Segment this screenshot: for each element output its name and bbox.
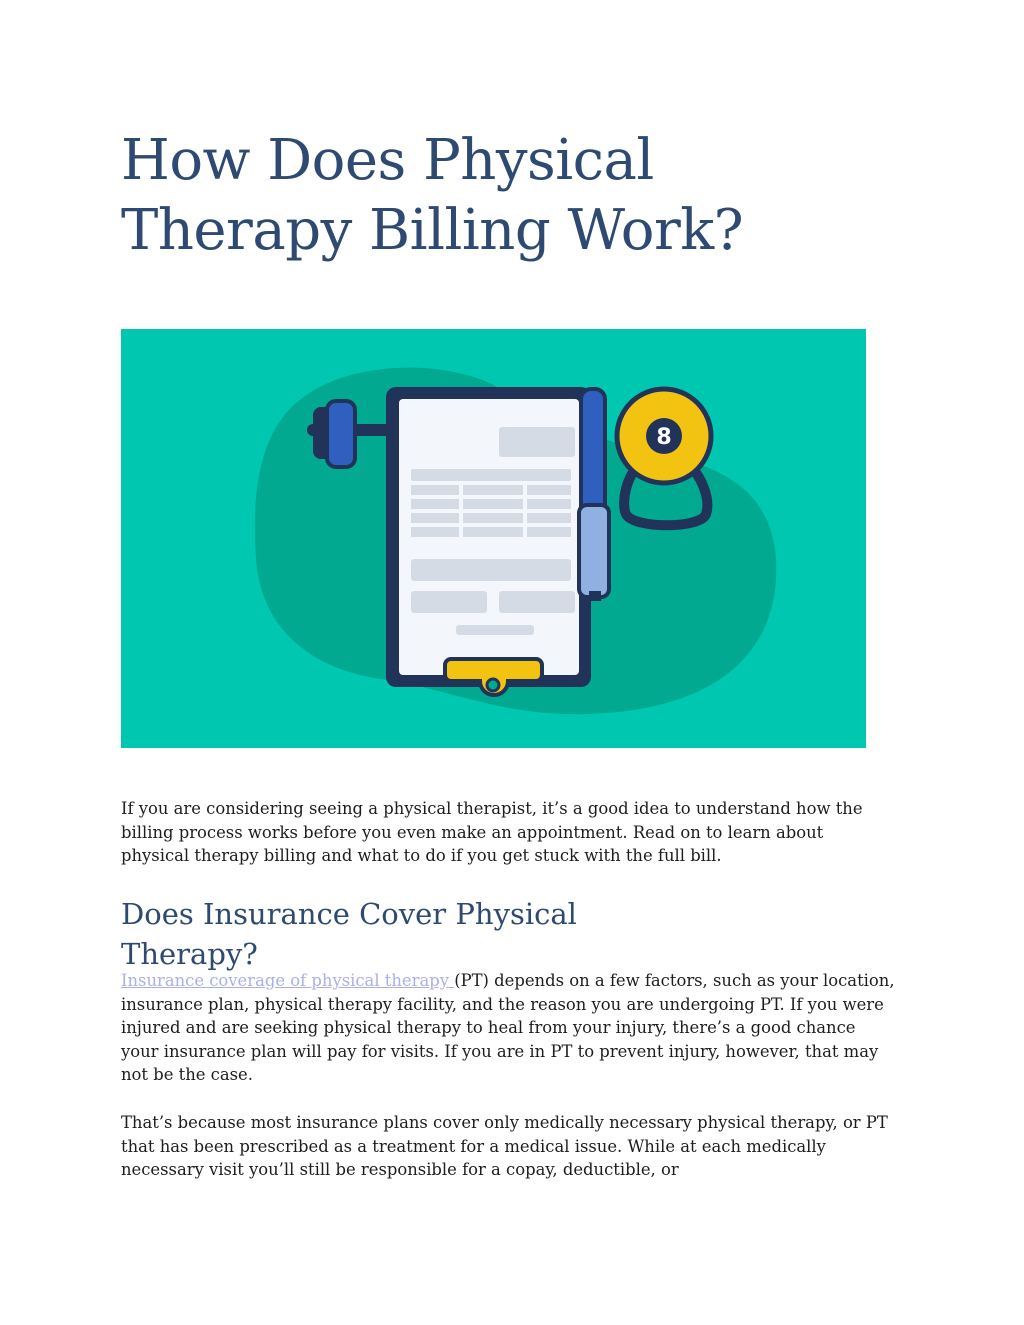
coverage-paragraph-text: (PT) depends on a few factors, such as your location, insurance plan, physical therapy facility, and the reason you are undergoing PT. If you were injured and are seeking physical therapy to heal from your injury, there’s a good chance your insurance plan will pay for visits. If you are in PT to prevent injury, however, that may not be the case. — [121, 971, 895, 1085]
section-heading: Does Insurance Cover Physical Therapy? — [121, 897, 577, 971]
insurance-coverage-link[interactable]: Insurance coverage of physical therapy — [121, 971, 455, 990]
clipboard-icon — [386, 387, 591, 695]
pen-icon — [579, 389, 609, 601]
medical-necessity-paragraph: That’s because most insurance plans cover only medically necessary physical therapy, or PT that has been prescribed as a treatment for a medical issue. While at each medically necessary visit you’ll still be responsible for a copay, deductible, or — [121, 1113, 888, 1180]
page-title: How Does Physical Therapy Billing Work? — [121, 128, 744, 263]
intro-paragraph: If you are considering seeing a physical therapist, it’s a good idea to understand how the billing process works before you even make an appointment. Read on to learn about physical therapy billing and what to do if you get stuck with the full bill. — [121, 799, 863, 866]
weight-label: 8 — [656, 425, 672, 450]
hero-illustration — [121, 329, 866, 748]
coverage-paragraph — [121, 969, 896, 1087]
